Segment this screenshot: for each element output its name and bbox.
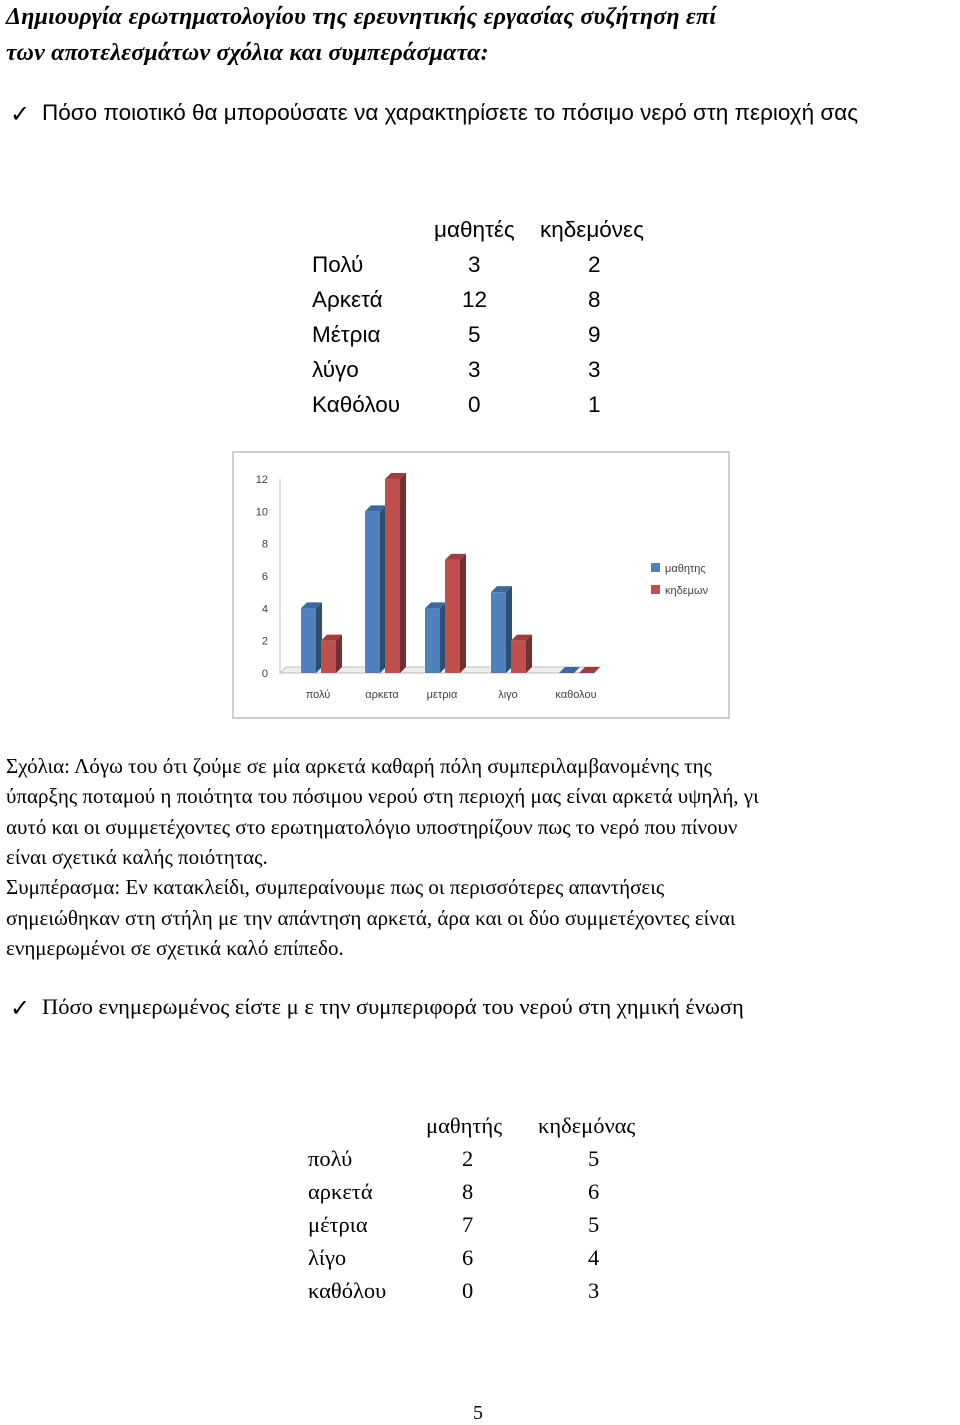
y-tick-label: 6 bbox=[261, 571, 268, 583]
legend-swatch bbox=[651, 563, 660, 572]
table-1-cell: 9 bbox=[588, 322, 601, 347]
bar bbox=[511, 641, 526, 673]
y-tick-label: 2 bbox=[261, 635, 268, 648]
heading-line-2: των αποτελεσμάτων σχόλια και συμπεράσματα: bbox=[6, 40, 489, 66]
check-icon: ✓ bbox=[10, 102, 31, 128]
check-icon: ✓ bbox=[10, 996, 31, 1022]
bar bbox=[491, 592, 506, 673]
conclusion-line-2: σημειώθηκαν στη στήλη με την απάντηση αρκετά, άρα και οι δύο συμμετέχοντες είναι bbox=[6, 906, 736, 930]
table-1-header-students: μαθητές bbox=[434, 217, 515, 242]
comments-line-4: είναι σχετικά καλής ποιότητας. bbox=[6, 845, 268, 869]
table-1-cell: 3 bbox=[468, 357, 481, 382]
bar-side bbox=[400, 473, 406, 673]
table-2-cell: 3 bbox=[588, 1278, 600, 1303]
table-1-cell: 3 bbox=[468, 252, 481, 277]
x-tick-label: καθολου bbox=[555, 689, 597, 701]
conclusion-line-1: Συμπέρασμα: Εν κατακλείδι, συμπεραίνουμε πως οι περισσότερες απαντήσεις bbox=[6, 875, 665, 899]
question-1-text: Πόσο ποιοτικό θα μπορούσατε να χαρακτηρίσετε το πόσιμο νερό στη περιοχή σας bbox=[42, 100, 859, 125]
table-1-row-label: Πολύ bbox=[312, 252, 364, 277]
table-2-header-guardian: κηδεμόνας bbox=[538, 1113, 636, 1138]
y-tick-label: 0 bbox=[261, 668, 268, 680]
x-tick-label: αρκετα bbox=[365, 689, 399, 701]
table-2-cell: 2 bbox=[462, 1146, 474, 1171]
bar bbox=[301, 608, 316, 673]
table-2-cell: 5 bbox=[588, 1146, 600, 1171]
table-2-row-label: αρκετά bbox=[308, 1179, 373, 1204]
comments-line-1: Σχόλια: Λόγω του ότι ζούμε σε μία αρκετά καθαρή πόλη συμπεριλαμβανομένης της bbox=[6, 754, 712, 778]
bar-side bbox=[526, 635, 532, 673]
legend-label: μαθητης bbox=[665, 563, 706, 575]
table-2-row-label: πολύ bbox=[308, 1146, 353, 1171]
table-1-row-label: λύγο bbox=[312, 357, 359, 382]
x-tick-label: πολύ bbox=[305, 689, 331, 701]
y-tick-label: 8 bbox=[261, 538, 268, 551]
question-2-text: Πόσο ενημερωμένος είστε μ ε την συμπεριφορά του νερού στη χημική ένωση bbox=[42, 994, 744, 1019]
comments-line-3: αυτό και οι συμμετέχοντες στο ερωτηματολόγιο υποστηρίζουν πως το νερό που πίνουν bbox=[6, 815, 738, 839]
legend-swatch bbox=[651, 585, 660, 594]
table-2-cell: 6 bbox=[462, 1245, 474, 1270]
table-2-cell: 5 bbox=[588, 1212, 600, 1237]
table-1-cell: 0 bbox=[468, 392, 481, 417]
y-tick-label: 10 bbox=[255, 506, 268, 519]
table-2-cell: 8 bbox=[462, 1179, 474, 1204]
page-number: 5 bbox=[473, 1402, 483, 1424]
bar-side bbox=[460, 554, 466, 673]
table-2-row-label: μέτρια bbox=[308, 1212, 368, 1237]
table-1-row-label: Μέτρια bbox=[312, 322, 381, 347]
table-1-row-label: Αρκετά bbox=[312, 287, 383, 312]
bar-side bbox=[336, 635, 342, 673]
x-tick-label: λιγο bbox=[498, 689, 518, 701]
table-1-cell: 3 bbox=[588, 357, 601, 382]
table-2-header-student: μαθητής bbox=[426, 1113, 503, 1138]
bar bbox=[321, 641, 336, 673]
table-2-cell: 0 bbox=[462, 1278, 474, 1303]
y-tick-label: 12 bbox=[255, 474, 268, 486]
heading-line-1: Δημιουργία ερωτηματολογίου της ερευνητικής εργασίας συζήτηση επί bbox=[6, 4, 717, 30]
bar bbox=[385, 479, 400, 673]
table-2-cell: 7 bbox=[462, 1212, 474, 1237]
table-1-cell: 8 bbox=[588, 287, 601, 312]
table-1-row-label: Καθόλου bbox=[312, 392, 401, 417]
table-1-header-guardians: κηδεμόνες bbox=[540, 217, 644, 242]
x-tick-label: μετρια bbox=[426, 689, 458, 701]
table-1-cell: 12 bbox=[462, 287, 488, 312]
table-2-row-label: καθόλου bbox=[308, 1278, 387, 1303]
bar bbox=[365, 511, 380, 673]
table-2-cell: 6 bbox=[588, 1179, 600, 1204]
y-tick-label: 4 bbox=[261, 603, 268, 616]
conclusion-line-3: ενημερωμένοι σε σχετικά καλό επίπεδο. bbox=[6, 936, 344, 960]
table-1-cell: 5 bbox=[468, 322, 481, 347]
bar-chart bbox=[232, 451, 730, 719]
table-1-cell: 1 bbox=[588, 392, 601, 417]
bar bbox=[425, 608, 440, 673]
table-2-row-label: λίγο bbox=[308, 1245, 347, 1270]
legend-label: κηδεμων bbox=[665, 585, 709, 597]
table-2-cell: 4 bbox=[588, 1245, 600, 1270]
comments-line-2: ύπαρξης ποταμού η ποιότητα του πόσιμου νερού στη περιοχή μας είναι αρκετά υψηλή, γι bbox=[6, 784, 759, 808]
table-1-cell: 2 bbox=[588, 252, 601, 277]
bar bbox=[445, 560, 460, 673]
